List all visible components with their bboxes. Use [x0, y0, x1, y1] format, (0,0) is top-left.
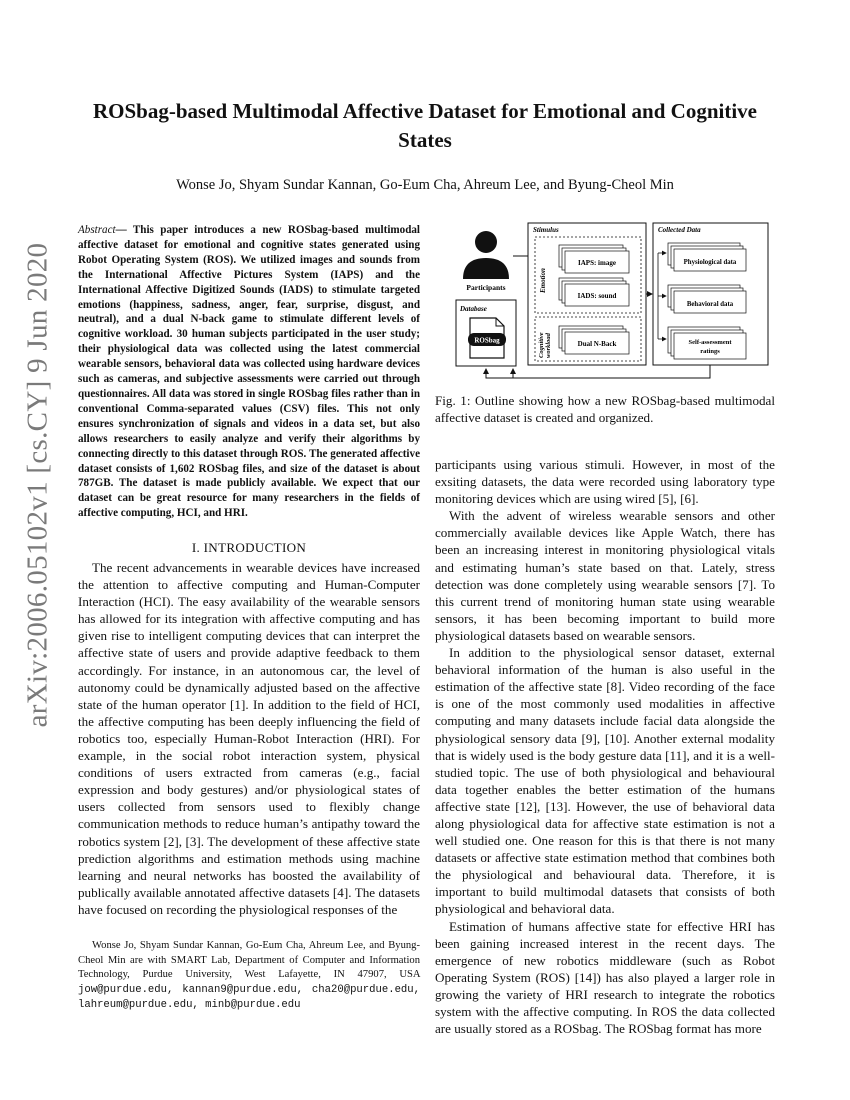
paragraph: In addition to the physiological sensor dataset, external behavioral information of the human is also useful in the estimation of the affective state [8]. Video recording of the face is one of the most commonly used modalities in affective computing and many datasets include facial data alongside the physiological sensory data [9], [10]. Another external modality that is widely used is the body gesture data [11], and it is a well-studied topic. The use of both physiological and behavioural data together enables the better estimation of the humans affective state [12], [13]. However, the use of behavioral data along physiological data for affective state estimation is not a well studied one. One reason for this is that there is not many datasets or affective state estimation method that combines both the physiological and behavioural data. Therefore, it is important to build multimodal datasets that consists of both physiological and behavioral data. [435, 645, 775, 917]
workload-label: workload [545, 333, 552, 358]
paragraph: participants using various stimuli. However, in most of the exsiting datasets, the data were recorded using laboratory type monitoring devices which are using wired [5], [6]. [435, 457, 775, 507]
iads-label: IADS: sound [577, 292, 617, 300]
physiological-data-label: Physiological data [683, 259, 737, 266]
footnote-affiliation: Wonse Jo, Shyam Sundar Kannan, Go-Eum Cha, Ahreum Lee, and Byung-Cheol Min are with SMART Lab, Department of Computer and Information Technology, Purdue University, West Lafayette, IN 47907, USA [78, 940, 420, 981]
ratings-label: ratings [700, 348, 720, 355]
introduction-left-column [78, 559, 420, 918]
database-label: Database [460, 305, 487, 313]
rosbag-label: ROSbag [474, 336, 500, 345]
footnote-emails: jow@purdue.edu, kannan9@purdue.edu, cha20@purdue.edu, lahreum@purdue.edu, minb@purdue.edu [78, 984, 420, 1011]
paragraph: The recent advancements in wearable devices have increased the attention to affective computing and Human-Computer Interaction (HCI). The easy availability of the wearable sensors has allowed for its integration with affective computing and has given rise to intelligent computing devices that can interpret the affective state of users and provide adaptive feedback to them accordingly. For instance, in an autonomous car, the level of autonomy could be dynamically adjusted based on the affective state of the human operator [1]. In addition to the field of HCI, the affective computing has been deeply influencing the field of robotics too, especially Human-Robot Interaction (HRI). For example, in the social robot interaction system, physical conditions of users extracted from cameras (e.g., facial expression and body gestures) and/or physiological states of users collected from sensors used to flexibly change communication methods to reduce human’s antipathy toward the robotics system [2], [3]. The development of these affective state prediction algorithms and estimation methods using machine learning and neural networks has boosted the availability of publically available annotated affective datasets [4]. The datasets have focused on recording the physiological responses of the [78, 560, 420, 917]
paper-title: ROSbag-based Multimodal Affective Dataset for Emotional and Cognitive States [92, 99, 757, 152]
stimulus-label: Stimulus [533, 226, 559, 234]
behavioral-data-label: Behavioral data [686, 301, 734, 308]
paragraph: With the advent of wireless wearable sensors and other commercially available devices like Apple Watch, there has been an increasing interest in monitoring physiological vitals and estimating human’s state based on that. Lately, stress detection was done completely using wearable sensors [7]. To this current trend of monitoring human state using wearable sensors, it has been becoming important to build more physiological datasets based on wearable sensors. [435, 508, 775, 643]
figure-caption: Fig. 1: Outline showing how a new ROSbag-based multimodal affective dataset is created and organized. [435, 393, 775, 426]
iaps-label: IAPS: image [578, 259, 616, 267]
abstract-label: Abstract [78, 224, 116, 236]
arxiv-identifier: arXiv:2006.05102v1 [cs.CY] 9 Jun 2020 [21, 242, 54, 728]
section-heading-introduction: I. INTRODUCTION [191, 540, 307, 555]
abstract [78, 223, 420, 521]
cognitive-label: Cognitive [538, 332, 545, 358]
emotion-label: Emotion [539, 268, 547, 293]
participants-label: Participants [466, 283, 506, 292]
paragraph: Estimation of humans affective state for effective HRI has been gaining increased interest in the recent days. The emergence of new robotics middleware (such as Robot Operating System (ROS) [14]) has also played a larger role in growing the variety of HRI research to integrate the robotics system with the affective computing. In ROS the data collected are usually stored as a ROSbag. The ROSbag format has more [435, 918, 775, 1037]
author-list: Wonse Jo, Shyam Sundar Kannan, Go-Eum Cha, Ahreum Lee, and Byung-Cheol Min [176, 177, 674, 193]
right-column-text [435, 456, 775, 1037]
person-icon [463, 231, 509, 279]
collected-data-label: Collected Data [658, 226, 701, 234]
figure-outline-diagram [455, 221, 770, 384]
abstract-text: — This paper introduces a new ROSbag-based multimodal affective dataset for emotional and cognitive states generated using Robot Operating System (ROS). We utilized images and sounds from the International Affective Pictures System (IAPS) and the International Affective Digitized Sounds (IADS) to stimulate targeted emotions (happiness, sadness, anger, fear, surprise, disgust, and neutral), and a dual N-back game to stimulate different levels of cognitive workload. 30 human subjects participated in the user study; their physiological data was collected using the latest commercial wearable sensors, behavioral data was collected using hardware devices such as cameras, and subjective assessments were carried out through questionnaires. All data was stored in single ROSbag files rather than in conventional Comma-separated values (CSV) files. This not only ensures synchronization of signals and videos in a data set, but also allows researchers to easily analyze and verify their algorithms by connecting directly to this dataset through ROS. The generated affective dataset consists of 1,602 ROSbag files, and size of the dataset is about 787GB. The dataset is made publicly available. We expect that our dataset can be great resource for many researchers in the fields of affective computing, HCI, and HRI. [78, 224, 420, 520]
footnote [78, 939, 420, 1013]
nback-label: Dual N-Back [577, 340, 617, 348]
self-assessment-label: Self-assessment [688, 339, 732, 346]
